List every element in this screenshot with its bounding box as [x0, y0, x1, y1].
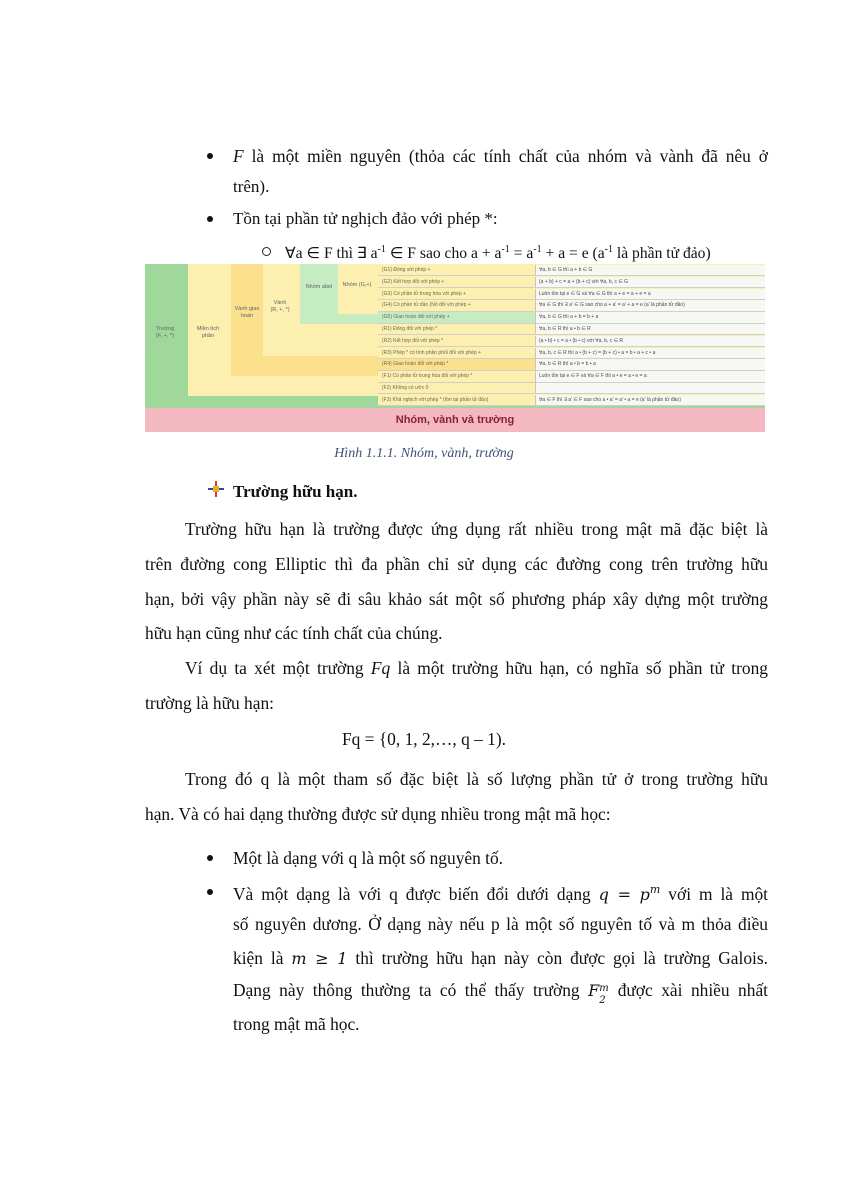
superscript: -1 — [377, 244, 386, 255]
property-definition: ∀a, b ∈ G thì a + b ∈ G — [536, 265, 765, 275]
text-run: Ví dụ ta xét một trường — [185, 658, 371, 678]
bullet-line — [233, 947, 768, 970]
block-label: Nhóm (G,+) — [342, 282, 372, 288]
block-label: Miền tích phân — [196, 326, 220, 339]
property-definition: ∀a, b ∈ R thì a • b ∈ R — [536, 324, 765, 334]
property-row — [378, 395, 765, 406]
paragraph-line: trên đường cong Elliptic thì đa phần chỉ sử dụng các đường cong trên trường hữu — [145, 554, 768, 574]
math-m-ge-1: m ≥ 1 — [291, 949, 348, 968]
block-label: Trường (F, +, *) — [155, 326, 175, 339]
bullet-dot — [207, 889, 213, 895]
property-row — [378, 383, 765, 394]
sub-bullet-text — [285, 239, 711, 265]
property-name: (G2) Kết hợp đối với phép + — [378, 277, 536, 287]
property-definition: ∀a, b ∈ G thì a + b = b + a — [536, 312, 765, 322]
formula-part: ∀a ∈ F thì ∃ a — [285, 245, 378, 263]
subscript: 2 — [599, 995, 606, 1006]
bullet-dot — [207, 216, 213, 222]
figure-caption: Hình 1.1.1. Nhóm, vành, trường — [334, 446, 514, 461]
block-label: Nhóm abel — [305, 284, 333, 290]
property-name: (G5) Giao hoán đối với phép + — [378, 312, 536, 322]
heading-bullet-icon — [208, 481, 224, 497]
property-definition: ∀a ∈ F thì ∃ a' ∈ F sao cho a • a' = a' • a = e (a' là phần tử đảo) — [536, 395, 765, 405]
property-row — [378, 336, 765, 347]
paragraph-line — [185, 657, 768, 679]
property-name: (G3) Có phần tử trung hòa với phép + — [378, 289, 536, 299]
paragraph-line: hạn, bởi vậy phần này sẽ đi sâu khảo sát một số phương pháp xây dựng một trường — [145, 589, 768, 609]
property-definition: ∀a, b ∈ R thì a • b = b • a — [536, 359, 765, 369]
paragraph-line: Trường hữu hạn là trường được ứng dụng rất nhiều trong mật mã đặc biệt là — [185, 519, 768, 539]
property-row — [378, 371, 765, 382]
property-row — [378, 300, 765, 311]
bullet-line: số nguyên dương. Ở dạng này nếu p là một số nguyên tố và m thỏa điều — [233, 914, 768, 934]
bullet-dot — [207, 153, 213, 159]
bullet-line — [233, 145, 768, 167]
italic-fq: Fq — [370, 658, 391, 678]
property-definition — [536, 383, 765, 393]
property-row — [378, 359, 765, 370]
math-q-eq-p: q = p — [598, 884, 650, 904]
property-definition: ∀a ∈ G thì ∃ a' ∈ G sao cho a + a' = a' + a = e (a' là phần tử đảo) — [536, 300, 765, 310]
property-definition: Luôn tồn tại e ∈ G và ∀a ∈ G thì a + e = a + e = a — [536, 289, 765, 299]
math-scripts — [599, 983, 609, 1006]
formula: Fq = {0, 1, 2,…, q – 1). — [341, 729, 507, 749]
bullet-line: trong mật mã học. — [233, 1014, 360, 1034]
superscript: m — [599, 983, 609, 994]
paragraph-line: hữu hạn cũng như các tính chất của chúng. — [145, 623, 443, 643]
property-name: (G1) Đóng với phép + — [378, 265, 536, 275]
property-name: (F2) Không có ước 0 — [378, 383, 536, 393]
paragraph-line: hạn. Và có hai dạng thường được sử dụng nhiều trong mật mã học: — [145, 804, 611, 824]
property-row — [378, 277, 765, 288]
bullet-line — [233, 879, 768, 906]
property-row — [378, 265, 765, 276]
text-run: thì trường hữu hạn này còn được gọi là trường Galois. — [347, 948, 768, 968]
property-name: (R4) Giao hoán đối với phép * — [378, 359, 536, 369]
text-run: là một trường hữu hạn, có nghĩa số phần tử trong — [390, 658, 768, 678]
sub-bullet-circle — [262, 247, 271, 256]
property-row — [378, 312, 765, 323]
superscript: -1 — [604, 244, 613, 255]
property-name: (R3) Phép * có tính phân phối đối với phép + — [378, 348, 536, 358]
paragraph-line: trường là hữu hạn: — [145, 693, 274, 713]
property-row — [378, 348, 765, 359]
text-run: được xài nhiều nhất — [609, 980, 769, 1000]
property-name: (R1) Đóng đối với phép * — [378, 324, 536, 334]
property-definition: ∀a, b, c ∈ R thì a • (b + c) = (b + c) • a = b • a + c • a — [536, 348, 765, 358]
figure-footer: Nhóm, vành và trường — [145, 408, 765, 432]
property-name: (G4) Có phần tử đảo (Nó đối với phép + — [378, 300, 536, 310]
bullet-line-2: trên). — [233, 177, 270, 196]
bullet-dot — [207, 855, 213, 861]
property-definition: (a • b) • c = a • (b • c) với ∀a, b, c ∈ R — [536, 336, 765, 346]
italic-f: F — [233, 146, 244, 166]
bullet-line — [233, 979, 769, 1006]
text-run: với m là một — [660, 883, 768, 904]
math-f: F — [588, 981, 600, 1000]
bullet-text: là một miền nguyên (thỏa các tính chất của nhóm và vành đã nêu ở — [243, 146, 768, 166]
property-definition: (a + b) + c = a + (b + c) với ∀a, b, c ∈ G — [536, 277, 765, 287]
text-run: Dạng này thông thường ta có thể thấy trường — [233, 980, 589, 1000]
superscript: m — [649, 883, 661, 896]
property-name: (F1) Có phần tử trung hòa đối với phép * — [378, 371, 536, 381]
bullet-text: Một là dạng với q là một số nguyên tố. — [233, 848, 504, 868]
formula-part: + a = e (a — [541, 245, 605, 263]
bullet-text: Tồn tại phần tử nghịch đảo với phép *: — [233, 209, 498, 228]
block-label: Vành giao hoán — [234, 306, 260, 319]
section-heading: Trường hữu hạn. — [233, 482, 358, 501]
block-label: Vành (R, +, *) — [270, 300, 290, 313]
property-name: (R2) Kết hợp đối với phép * — [378, 336, 536, 346]
property-row — [378, 324, 765, 335]
text-run: Và một dạng là với q được biến đổi dưới dạng — [233, 883, 599, 904]
formula-part: ∈ F sao cho a + a — [385, 245, 502, 263]
paragraph-line: Trong đó q là một tham số đặc biệt là số lượng phần tử ở trong trường hữu — [185, 769, 768, 789]
property-name: (F3) Khả nghịch với phép * (tồn tại phần tử đảo) — [378, 395, 536, 405]
property-definition: Luôn tồn tại e ∈ F và ∀a ∈ F thì a • e = a • e = a — [536, 371, 765, 381]
property-row — [378, 289, 765, 300]
superscript: -1 — [533, 244, 542, 255]
group-ring-field-figure — [145, 264, 765, 432]
superscript: -1 — [501, 244, 510, 255]
formula-part: là phần tử đảo) — [613, 245, 711, 263]
text-run: kiện là — [233, 948, 292, 968]
formula-part: = a — [509, 245, 534, 263]
